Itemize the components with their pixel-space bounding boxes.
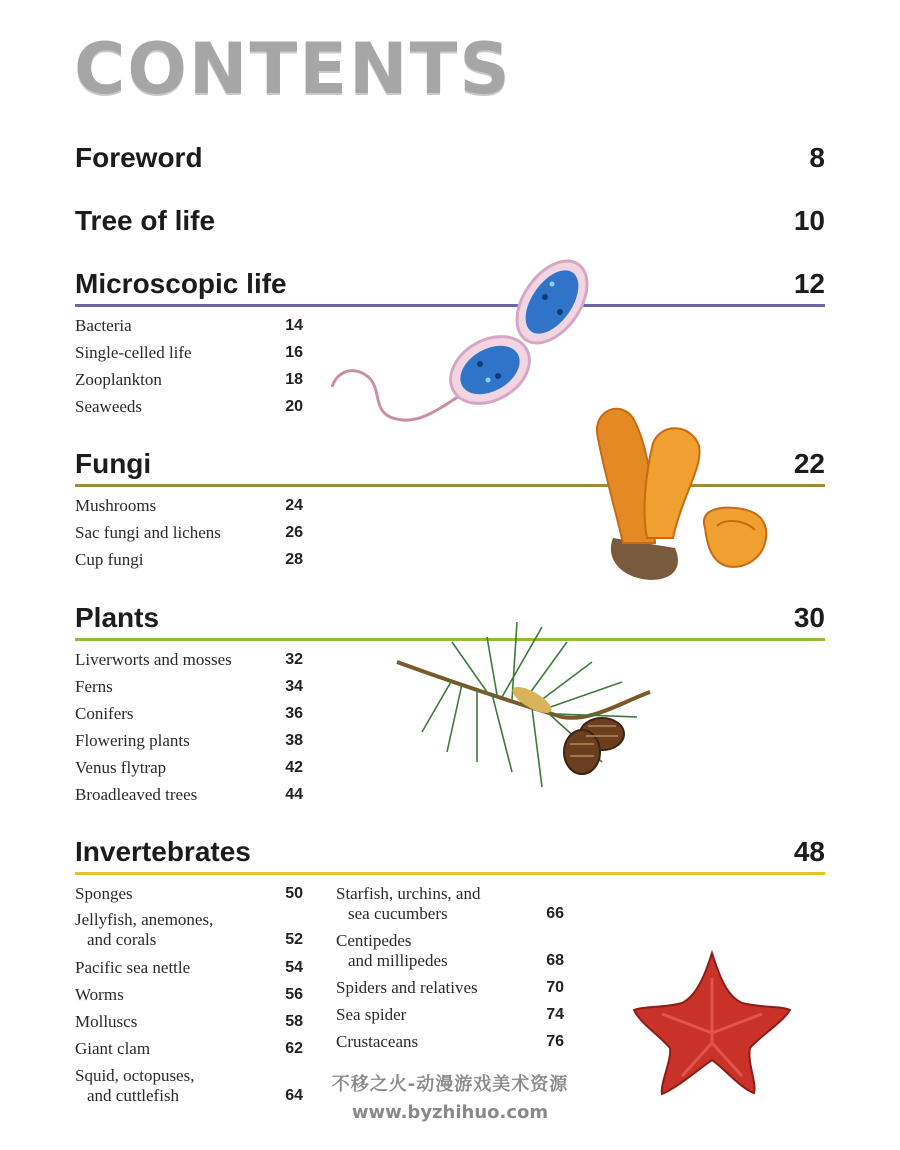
toc-entry-page: 24 [285, 497, 303, 514]
toc-entry-page: 26 [285, 524, 303, 541]
toc-entry-tree-of-life[interactable] [75, 205, 825, 237]
toc-entry[interactable] [336, 1032, 564, 1052]
toc-entry-label: Squid, octopuses, [75, 1066, 195, 1085]
toc-entry-label: Giant clam [75, 1039, 151, 1058]
toc-entry[interactable] [336, 1005, 564, 1025]
toc-entry[interactable] [75, 785, 303, 805]
toc-entry-page: 52 [285, 931, 303, 948]
toc-entry-label-continued: and corals [87, 930, 157, 949]
toc-entry[interactable] [75, 985, 303, 1005]
toc-entry-label: Seaweeds [75, 397, 143, 416]
toc-entry[interactable] [75, 704, 303, 724]
toc-entry-label: Sea spider [336, 1005, 407, 1024]
toc-entry-label: Cup fungi [75, 550, 144, 569]
toc-entry-label: Venus flytrap [75, 758, 167, 777]
toc-entry-page: 18 [285, 371, 303, 388]
toc-entry-label: Crustaceans [336, 1032, 419, 1051]
section-page: 12 [793, 268, 825, 299]
toc-entry[interactable] [75, 523, 303, 543]
toc-entry[interactable] [75, 370, 303, 390]
toc-entry[interactable] [75, 758, 303, 778]
toc-entry-foreword[interactable] [75, 142, 825, 174]
toc-entry-page: 68 [546, 952, 564, 969]
toc-entry-page: 74 [546, 1006, 564, 1023]
toc-entry-label: Ferns [75, 677, 113, 696]
toc-entry-label: Zooplankton [75, 370, 162, 389]
toc-entry-label: Broadleaved trees [75, 785, 198, 804]
toc-entry-label: Starfish, urchins, and [336, 884, 481, 903]
toc-entry-page: 58 [285, 1013, 303, 1030]
toc-entry-label: Tree of life [75, 205, 216, 236]
toc-entry[interactable] [75, 1039, 303, 1059]
toc-entry-label: Worms [75, 985, 124, 1004]
toc-entry-page: 62 [285, 1040, 303, 1057]
toc-entry[interactable] [75, 1012, 303, 1032]
toc-entry-label: Liverworts and mosses [75, 650, 232, 669]
toc-entry-page: 32 [285, 651, 303, 668]
toc-entry-page: 36 [285, 705, 303, 722]
toc-entry-label: Jellyfish, anemones, [75, 910, 214, 929]
toc-entry-label: Centipedes [336, 931, 412, 950]
toc-entry[interactable] [75, 910, 303, 950]
section-label: Microscopic life [75, 268, 287, 299]
toc-entry-page: 50 [285, 885, 303, 902]
toc-entry-page: 56 [285, 986, 303, 1003]
toc-entry-label: Molluscs [75, 1012, 138, 1031]
toc-entry-page: 42 [285, 759, 303, 776]
toc-entry[interactable] [75, 1066, 303, 1106]
toc-entry-page: 38 [285, 732, 303, 749]
toc-entry-label: Single-celled life [75, 343, 192, 362]
toc-entry-label: Conifers [75, 704, 134, 723]
toc-entry[interactable] [75, 496, 303, 516]
toc-entry[interactable] [336, 978, 564, 998]
toc-entry-label-continued: sea cucumbers [348, 904, 448, 923]
toc-entry-page: 76 [546, 1033, 564, 1050]
section-label: Invertebrates [75, 836, 251, 867]
toc-entry-page: 20 [285, 398, 303, 415]
toc-entry-page: 28 [285, 551, 303, 568]
toc-entry-label-continued: and millipedes [348, 951, 448, 970]
toc-entry[interactable] [75, 958, 303, 978]
toc-entry-page: 10 [793, 205, 825, 236]
toc-entry-label: Flowering plants [75, 731, 190, 750]
watermark [300, 1070, 600, 1123]
section-page: 48 [793, 836, 825, 867]
toc-entry[interactable] [75, 731, 303, 751]
toc-entry-page: 44 [285, 786, 303, 803]
section-label: Fungi [75, 448, 152, 479]
toc-entry-label: Bacteria [75, 316, 132, 335]
toc-entry-page: 70 [546, 979, 564, 996]
toc-entry-page: 64 [285, 1087, 303, 1104]
bacterium-illustration [330, 252, 595, 427]
toc-entry-label: Mushrooms [75, 496, 157, 515]
toc-entry[interactable] [75, 397, 303, 417]
cup-fungi-illustration [595, 398, 790, 588]
pine-branch-illustration [392, 622, 657, 797]
toc-entry-page: 8 [809, 142, 825, 173]
toc-entry-label: Sponges [75, 884, 133, 903]
page-title: CONTENTS [74, 28, 512, 110]
toc-entry-label: Sac fungi and lichens [75, 523, 221, 542]
section-page: 30 [793, 602, 825, 633]
toc-entry-label: Pacific sea nettle [75, 958, 191, 977]
toc-entry[interactable] [75, 650, 303, 670]
section-label: Plants [75, 602, 160, 633]
starfish-illustration [632, 948, 792, 1098]
toc-entry-page: 14 [285, 317, 303, 334]
toc-entry[interactable] [75, 550, 303, 570]
toc-entry-label: Foreword [75, 142, 203, 173]
watermark-line1: 不移之火-动漫游戏美术资源 [331, 1074, 569, 1095]
toc-entry-label: Spiders and relatives [336, 978, 478, 997]
toc-entry[interactable] [336, 884, 564, 924]
toc-entry[interactable] [75, 884, 303, 904]
toc-entry-page: 54 [285, 959, 303, 976]
toc-entry-label-continued: and cuttlefish [87, 1086, 180, 1105]
toc-entry[interactable] [75, 677, 303, 697]
toc-entry[interactable] [336, 931, 564, 971]
section-page: 22 [793, 448, 825, 479]
watermark-line2: www.byzhihuo.com [351, 1102, 549, 1123]
toc-entry-page: 66 [546, 905, 564, 922]
toc-entry-page: 16 [285, 344, 303, 361]
toc-entry-page: 34 [285, 678, 303, 695]
toc-entry[interactable] [75, 343, 303, 363]
toc-entry[interactable] [75, 316, 303, 336]
section-heading-invertebrates[interactable] [75, 836, 825, 875]
